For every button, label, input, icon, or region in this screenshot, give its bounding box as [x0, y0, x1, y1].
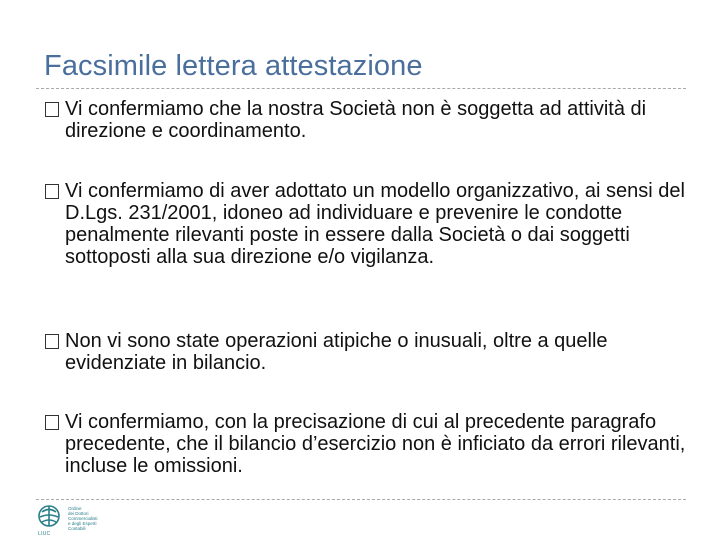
bullet-text: Non vi sono state operazioni atipiche o inusuali, oltre a quelle evidenziate in bilancio. — [65, 330, 608, 374]
checkbox-bullet-icon — [45, 184, 59, 199]
logo-caption: LIUC — [38, 531, 51, 537]
bullet-item — [44, 98, 694, 142]
logo-text-line: Contabili — [68, 526, 86, 531]
logo-text-block — [68, 506, 112, 531]
bullet-item — [44, 411, 694, 477]
logo-text-line: e degli Esperti — [68, 521, 97, 526]
bullet-text: Vi confermiamo che la nostra Società non è soggetta ad attività di direzione e coordinamento. — [65, 98, 647, 142]
footer-logo — [34, 503, 114, 537]
bullet-text: Vi confermiamo di aver adottato un modello organizzativo, ai sensi del D.Lgs. 231/2001, idoneo ad individuare e prevenire le condotte penalmente rilevanti poste in essere dalla Società o dai soggetti sottoposti alla sua direzione e/o vigilanza. — [65, 180, 685, 268]
bullet-item — [44, 180, 694, 268]
title-divider — [36, 88, 686, 89]
logo-text-line: dei Dottori — [68, 511, 89, 516]
checkbox-bullet-icon — [45, 334, 59, 349]
slide-title: Facsimile lettera attestazione — [44, 50, 423, 82]
bullet-item — [44, 330, 694, 374]
logo-text-line: Ordine — [68, 506, 82, 511]
logo-text-line: Commercialisti — [68, 516, 98, 521]
checkbox-bullet-icon — [45, 102, 59, 117]
footer-divider — [36, 499, 686, 500]
checkbox-bullet-icon — [45, 415, 59, 430]
bullet-text: Vi confermiamo, con la precisazione di cui al precedente paragrafo precedente, che il bilancio d’esercizio non è inficiato da errori rilevanti, incluse le omissioni. — [65, 411, 686, 477]
